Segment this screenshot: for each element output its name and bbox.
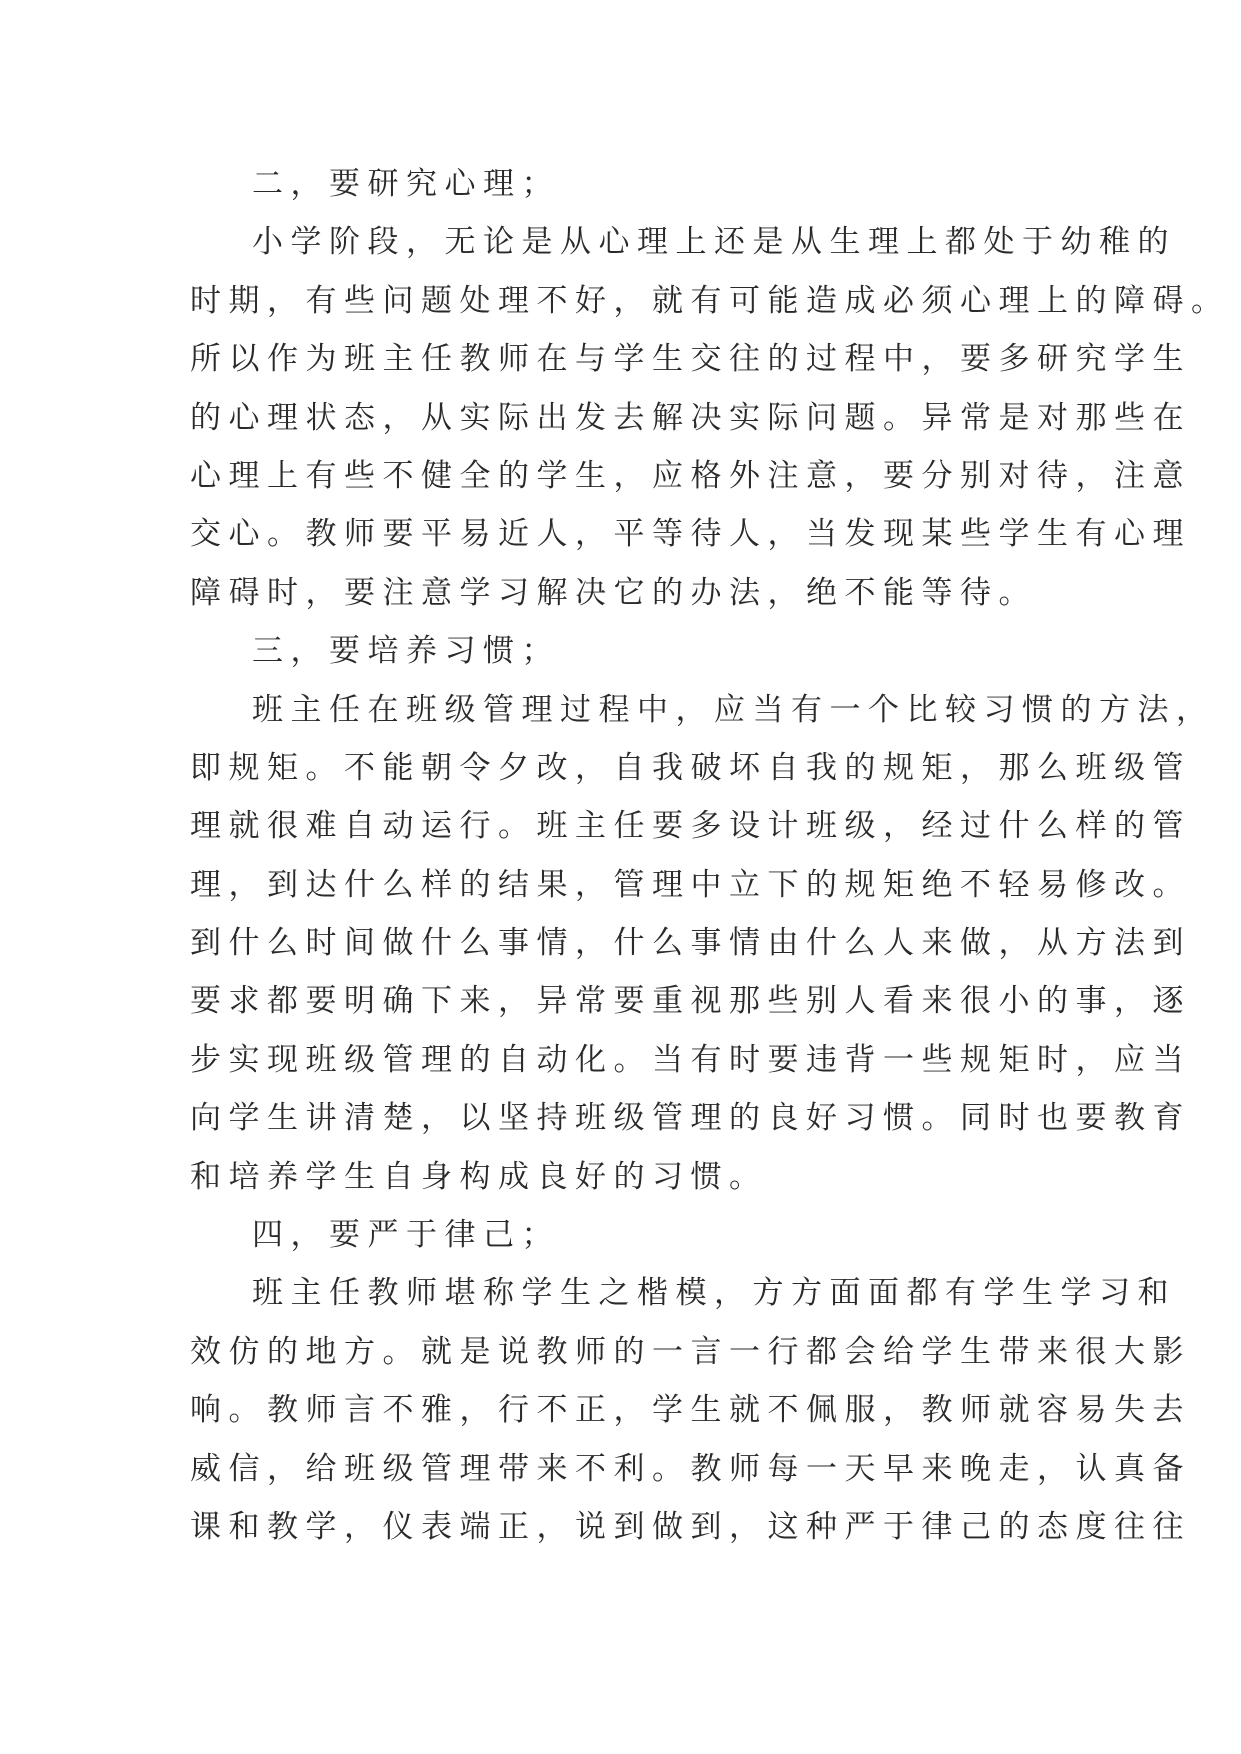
text-line: 威信，给班级管理带来不利。教师每一天早来晚走，认真备 — [190, 1450, 1191, 1487]
text-line: 理，到达什么样的结果，管理中立下的规矩绝不轻易修改。 — [190, 866, 1191, 903]
text-line: 所以作为班主任教师在与学生交往的过程中，要多研究学生 — [190, 341, 1191, 378]
text-line: 班主任教师堪称学生之楷模，方方面面都有学生学习和 — [252, 1275, 1176, 1312]
text-line: 效仿的地方。就是说教师的一言一行都会给学生带来很大影 — [190, 1333, 1191, 1370]
text-line: 到什么时间做什么事情，什么事情由什么人来做，从方法到 — [190, 925, 1191, 962]
text-line: 响。教师言不雅，行不正，学生就不佩服，教师就容易失去 — [190, 1392, 1191, 1429]
text-line: 交心。教师要平易近人，平等待人，当发现某些学生有心理 — [190, 516, 1191, 553]
text-line: 的心理状态，从实际出发去解决实际问题。异常是对那些在 — [190, 399, 1191, 436]
text-line: 向学生讲清楚，以坚持班级管理的良好习惯。同时也要教育 — [190, 1100, 1191, 1137]
text-line: 班主任在班级管理过程中，应当有一个比较习惯的方法， — [252, 691, 1215, 728]
text-line: 课和教学，仪表端正，说到做到，这种严于律己的态度往往 — [190, 1508, 1191, 1545]
text-line: 理就很难自动运行。班主任要多设计班级，经过什么样的管 — [190, 808, 1191, 845]
text-line: 二，要研究心理； — [252, 166, 560, 202]
text-line: 步实现班级管理的自动化。当有时要违背一些规矩时，应当 — [190, 1041, 1191, 1078]
text-line: 心理上有些不健全的学生，应格外注意，要分别对待，注意 — [190, 457, 1191, 494]
text-line: 四，要严于律己； — [252, 1217, 560, 1254]
text-line: 要求都要明确下来，异常要重视那些别人看来很小的事，逐 — [190, 983, 1191, 1020]
text-line: 小学阶段，无论是从心理上还是从生理上都处于幼稚的 — [252, 224, 1176, 261]
text-line: 即规矩。不能朝令夕改，自我破坏自我的规矩，那么班级管 — [190, 749, 1191, 786]
document-body — [190, 155, 1230, 1556]
text-line: 时期，有些问题处理不好，就有可能造成必须心理上的障碍。 — [190, 282, 1230, 319]
text-line: 障碍时，要注意学习解决它的办法，绝不能等待。 — [190, 574, 1037, 611]
text-line: 和培养学生自身构成良好的习惯。 — [190, 1158, 768, 1195]
text-line: 三，要培养习惯； — [252, 633, 560, 670]
